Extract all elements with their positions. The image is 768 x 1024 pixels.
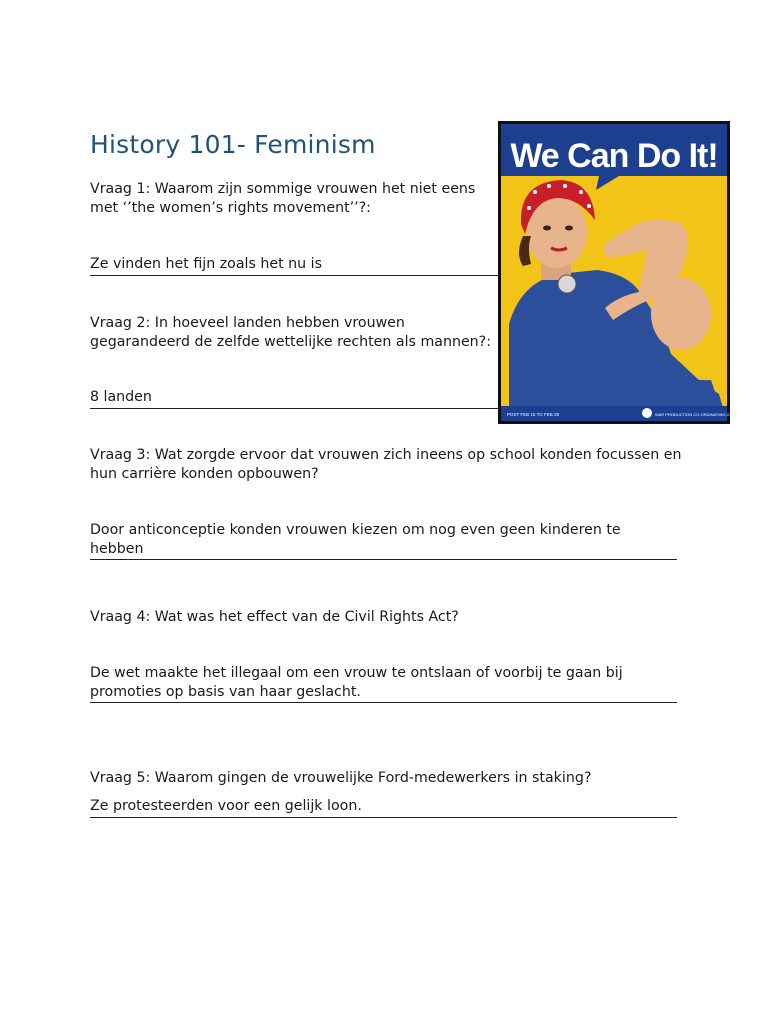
poster-headline: We Can Do It! xyxy=(510,137,718,175)
answer-5: Ze protesteerden voor een gelijk loon. xyxy=(90,797,677,818)
we-can-do-it-poster xyxy=(498,121,751,424)
poster-illustration xyxy=(501,124,751,421)
page-title: History 101- Feminism xyxy=(90,129,376,159)
question-5: Vraag 5: Waarom gingen de vrouwelijke Ford-medewerkers in staking? xyxy=(90,770,592,786)
question-1: Vraag 1: Waarom zijn sommige vrouwen het niet eens met ‘’the women’s rights movement’’?: xyxy=(90,181,476,216)
question-3: Vraag 3: Wat zorgde ervoor dat vrouwen zich ineens op school konden focussen en hun carrière konden opbouwen? xyxy=(90,447,682,482)
answer-4: De wet maakte het illegaal om een vrouw te ontslaan of voorbij te gaan bij promoties op basis van haar geslacht. xyxy=(90,664,677,703)
answer-2: 8 landen xyxy=(90,388,498,409)
badge xyxy=(558,275,576,293)
question-4: Vraag 4: Wat was het effect van de Civil Rights Act? xyxy=(90,609,459,625)
poster-footer-left: POST FEB 15 TO FEB 28 xyxy=(507,412,560,417)
question-2: Vraag 2: In hoeveel landen hebben vrouwen gegarandeerd de zelfde wettelijke rechten als mannen?: xyxy=(90,315,491,350)
answer-1: Ze vinden het fijn zoals het nu is xyxy=(90,255,498,276)
poster-footer-right: WAR PRODUCTION CO-ORDINATING COMMITTEE xyxy=(655,412,751,417)
forearm xyxy=(651,278,711,350)
answer-3: Door anticonceptie konden vrouwen kiezen om nog even geen kinderen te hebben xyxy=(90,521,677,560)
